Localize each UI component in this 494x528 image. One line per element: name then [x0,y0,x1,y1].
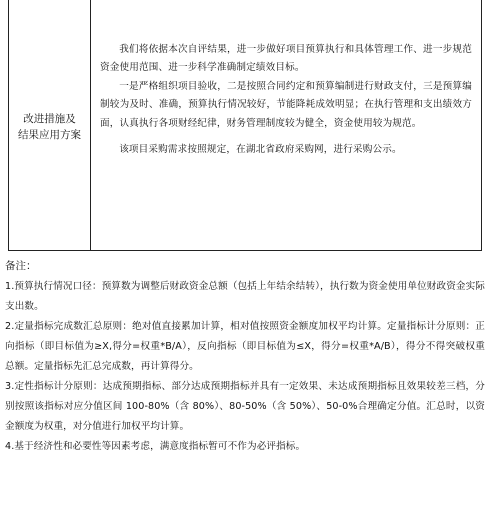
content-cell [91,0,481,250]
row-label-cell [9,0,91,250]
note-item: 4.基于经济性和必要性等因素考虑，满意度指标暂可不作为必评指标。 [5,441,306,452]
note-item: 1.预算执行情况口径：预算数为调整后财政资金总额（包括上年结余结转），执行数为资金使用单位财政资金实际支出数。 [5,281,485,312]
evaluation-table [8,0,482,251]
paragraph-measures: 一是严格组织项目验收，二是按照合同约定和预算编制进行财政支付，三是预算编制较为及时、准确，预算执行情况较好，节能降耗成效明显；在执行管理和支出绩效方面，认真执行各项财经纪律，财务管理制度较为健全，资金使用较为规范。 [100,80,472,129]
notes-section [5,257,485,457]
note-item: 2.定量指标完成数汇总原则：绝对值直接累加计算，相对值按照资金额度加权平均计算。定量指标计分原则：正向指标（即目标值为≥X,得分=权重*B/A），反向指标（即目标值为≤X，得分=权重*A/B），得分不得突破权重总额。定量指标先汇总完成数，再计算得分。 [5,321,485,372]
paragraph-commitment: 我们将依据本次自评结果，进一步做好项目预算执行和具体管理工作、进一步规范资金使用范围、进一步科学准确制定绩效目标。 [100,44,472,74]
note-item: 3.定性指标计分原则：达成预期指标、部分达成预期指标并具有一定效果、未达成预期指标且效果较差三档，分别按照该指标对应分值区间 100-80%（含 80%）、80-50%（含 50%）、50-0%合理确定分值。汇总时，以资金额度为权重，对分值进行加权平均计算。 [5,381,485,432]
row-label-line: 改进措施及 [23,113,76,125]
row-label-line: 结果应用方案 [18,129,81,141]
paragraph-procurement: 该项目采购需求按照规定，在湖北省政府采购网，进行采购公示。 [119,144,402,156]
notes-title: 备注： [5,260,37,272]
row-label [18,111,81,143]
